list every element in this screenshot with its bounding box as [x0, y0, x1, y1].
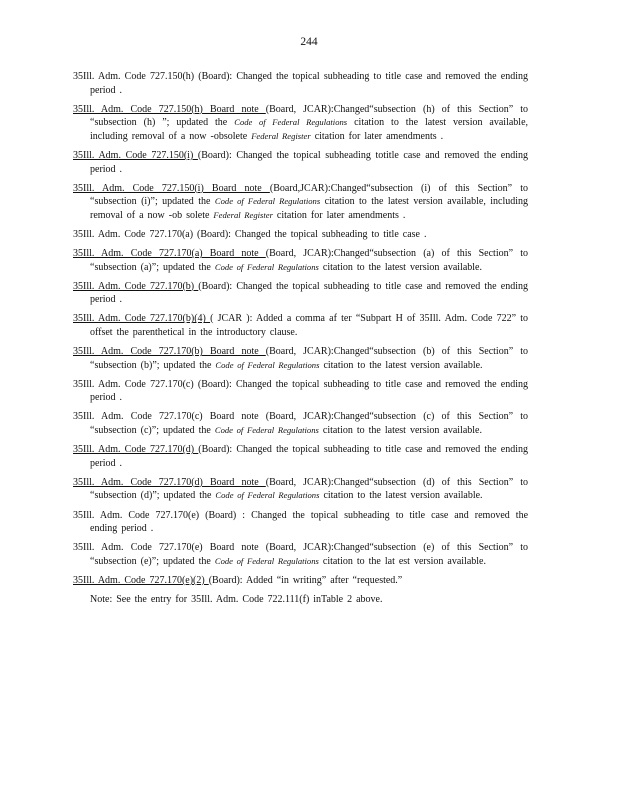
code-reference: 35Ill. Adm. Code 727.170(d) [73, 444, 199, 456]
entry-text: citation to the lat est version available. [318, 555, 486, 567]
entry-text: citation to the latest version available. [318, 261, 482, 273]
page-number: 244 [300, 36, 318, 48]
change-entry [73, 149, 528, 176]
change-entry [73, 103, 528, 144]
change-entry [73, 280, 528, 307]
entry-text: citation for later amendments . [272, 209, 406, 221]
entry-text: (Board): Changed the topical subheading to title case and removed the ending period . [90, 444, 528, 469]
code-reference: 35Ill. Adm. Code 727.170(a) Board note [73, 248, 266, 260]
italic-citation: Code of Federal Regulations [214, 261, 319, 272]
entry-text: (Board, JCAR):Changed“subsection (c) of this Section” to “subsection (c)”; updated the [90, 411, 529, 437]
change-entry [73, 574, 528, 588]
change-entry [73, 345, 528, 372]
entry-text: (Board): Added “in writing” after “requested.” [208, 574, 403, 586]
code-reference: 35Ill. Adm. Code 727.170(c) Board note [73, 411, 266, 423]
code-reference: 35Ill. Adm. Code 727.150(h) [73, 71, 195, 82]
italic-citation: Federal Register [213, 209, 273, 220]
italic-citation: Code of Federal Regulations [234, 117, 348, 128]
entry-text: (Board) : Changed the topical subheading to title case and removed the ending period . [90, 509, 529, 535]
entry-text: (Board): Changed the topical subheading to title case . [193, 228, 427, 240]
change-entry [73, 378, 528, 405]
change-entry [73, 247, 528, 274]
italic-citation: Federal Register [251, 130, 311, 141]
change-entry [73, 228, 528, 242]
entry-text: ( JCAR ): Added a comma af ter “Subpart H of 35Ill. Adm. Code 722” to offset the parenthetical in the introductory clause. [90, 313, 528, 338]
entry-text: (Board, JCAR):Changed“subsection (d) of this Section” to “subsection (d)”; updated the [90, 476, 529, 502]
code-reference: 35Ill. Adm. Code 727.170(b) Board note [73, 346, 266, 358]
entry-text: (Board, JCAR):Changed“subsection (b) of this Section” to “subsection (b)”; updated the [90, 346, 529, 371]
code-reference: 35Ill. Adm. Code 727.170(a) [73, 228, 194, 240]
change-entry [73, 443, 528, 470]
entry-text: citation for later amendments . [310, 130, 444, 142]
italic-citation: Code of Federal Regulations [215, 490, 320, 501]
code-reference: 35Ill. Adm. Code 727.170(e) Board note [73, 542, 266, 554]
entry-text: (Board, JCAR):Changed“subsection (a) of this Section” to “subsection (a)”; updated the [90, 248, 529, 273]
entry-text: (Board,JCAR):Changed“subsection (i) of this Section” to “subsection (i)”; updated the [90, 182, 528, 208]
code-reference: 35Ill. Adm. Code 727.170(b)(4) [73, 313, 211, 325]
change-entry [73, 182, 528, 223]
entry-text: citation to the latest version available, including removal of a now -ob solete [90, 196, 529, 221]
change-entry [73, 541, 528, 568]
code-reference: 35Ill. Adm. Code 727.170(d) Board note [73, 476, 266, 488]
entry-text: citation to the latest version available. [319, 490, 483, 502]
entry-text: (Board, JCAR):Changed“subsection (e) of this Section” to “subsection (e)”; updated the [90, 542, 529, 567]
entry-text: (Board): Changed the topical subheading to title case and removed the ending period . [90, 280, 528, 306]
entry-text: (Board): Changed the topical subheading totitle case and removed the ending period . [90, 149, 528, 175]
change-entry [73, 476, 528, 503]
italic-citation: Code of Federal Regulations [214, 425, 319, 436]
italic-citation: Code of Federal Regulations [214, 196, 321, 207]
change-entry [73, 410, 528, 437]
italic-citation: Code of Federal Regulations [214, 555, 319, 566]
code-reference: 35Ill. Adm. Code 727.150(i) [73, 149, 198, 161]
code-reference: 35Ill. Adm. Code 727.150(i) Board note [73, 182, 270, 194]
change-entry [73, 70, 528, 97]
change-entry [73, 509, 528, 536]
code-reference: 35Ill. Adm. Code 727.170(c) [73, 378, 194, 390]
entry-text: (Board): Changed the topical subheading to title case and removed the ending period . [90, 378, 529, 404]
code-reference: 35Ill. Adm. Code 727.170(e) [73, 509, 200, 521]
entry-text: citation to the latest version available. [318, 425, 482, 437]
italic-citation: Code of Federal Regulations [215, 359, 320, 370]
code-reference: 35Ill. Adm. Code 727.170(b) [73, 280, 199, 292]
code-reference: 35Ill. Adm. Code 727.170(e)(2) [73, 574, 209, 586]
entry-text: (Board): Changed the topical subheading to title case and removed the ending period . [90, 71, 528, 96]
change-entry [73, 312, 528, 339]
entries-list [73, 70, 528, 607]
entry-text: citation to the latest version available, including removal of a now -obsolete [90, 117, 529, 142]
entry-text: (Board, JCAR):Changed“subsection (h) of this Section” to “subsection (h) ”; updated the [90, 103, 529, 129]
table-note: Note: See the entry for 35Ill. Adm. Code 722.111(f) inTable 2 above. [90, 594, 383, 605]
code-reference: 35Ill. Adm. Code 727.150(h) Board note [73, 103, 266, 115]
entry-text: citation to the latest version available. [319, 359, 483, 371]
